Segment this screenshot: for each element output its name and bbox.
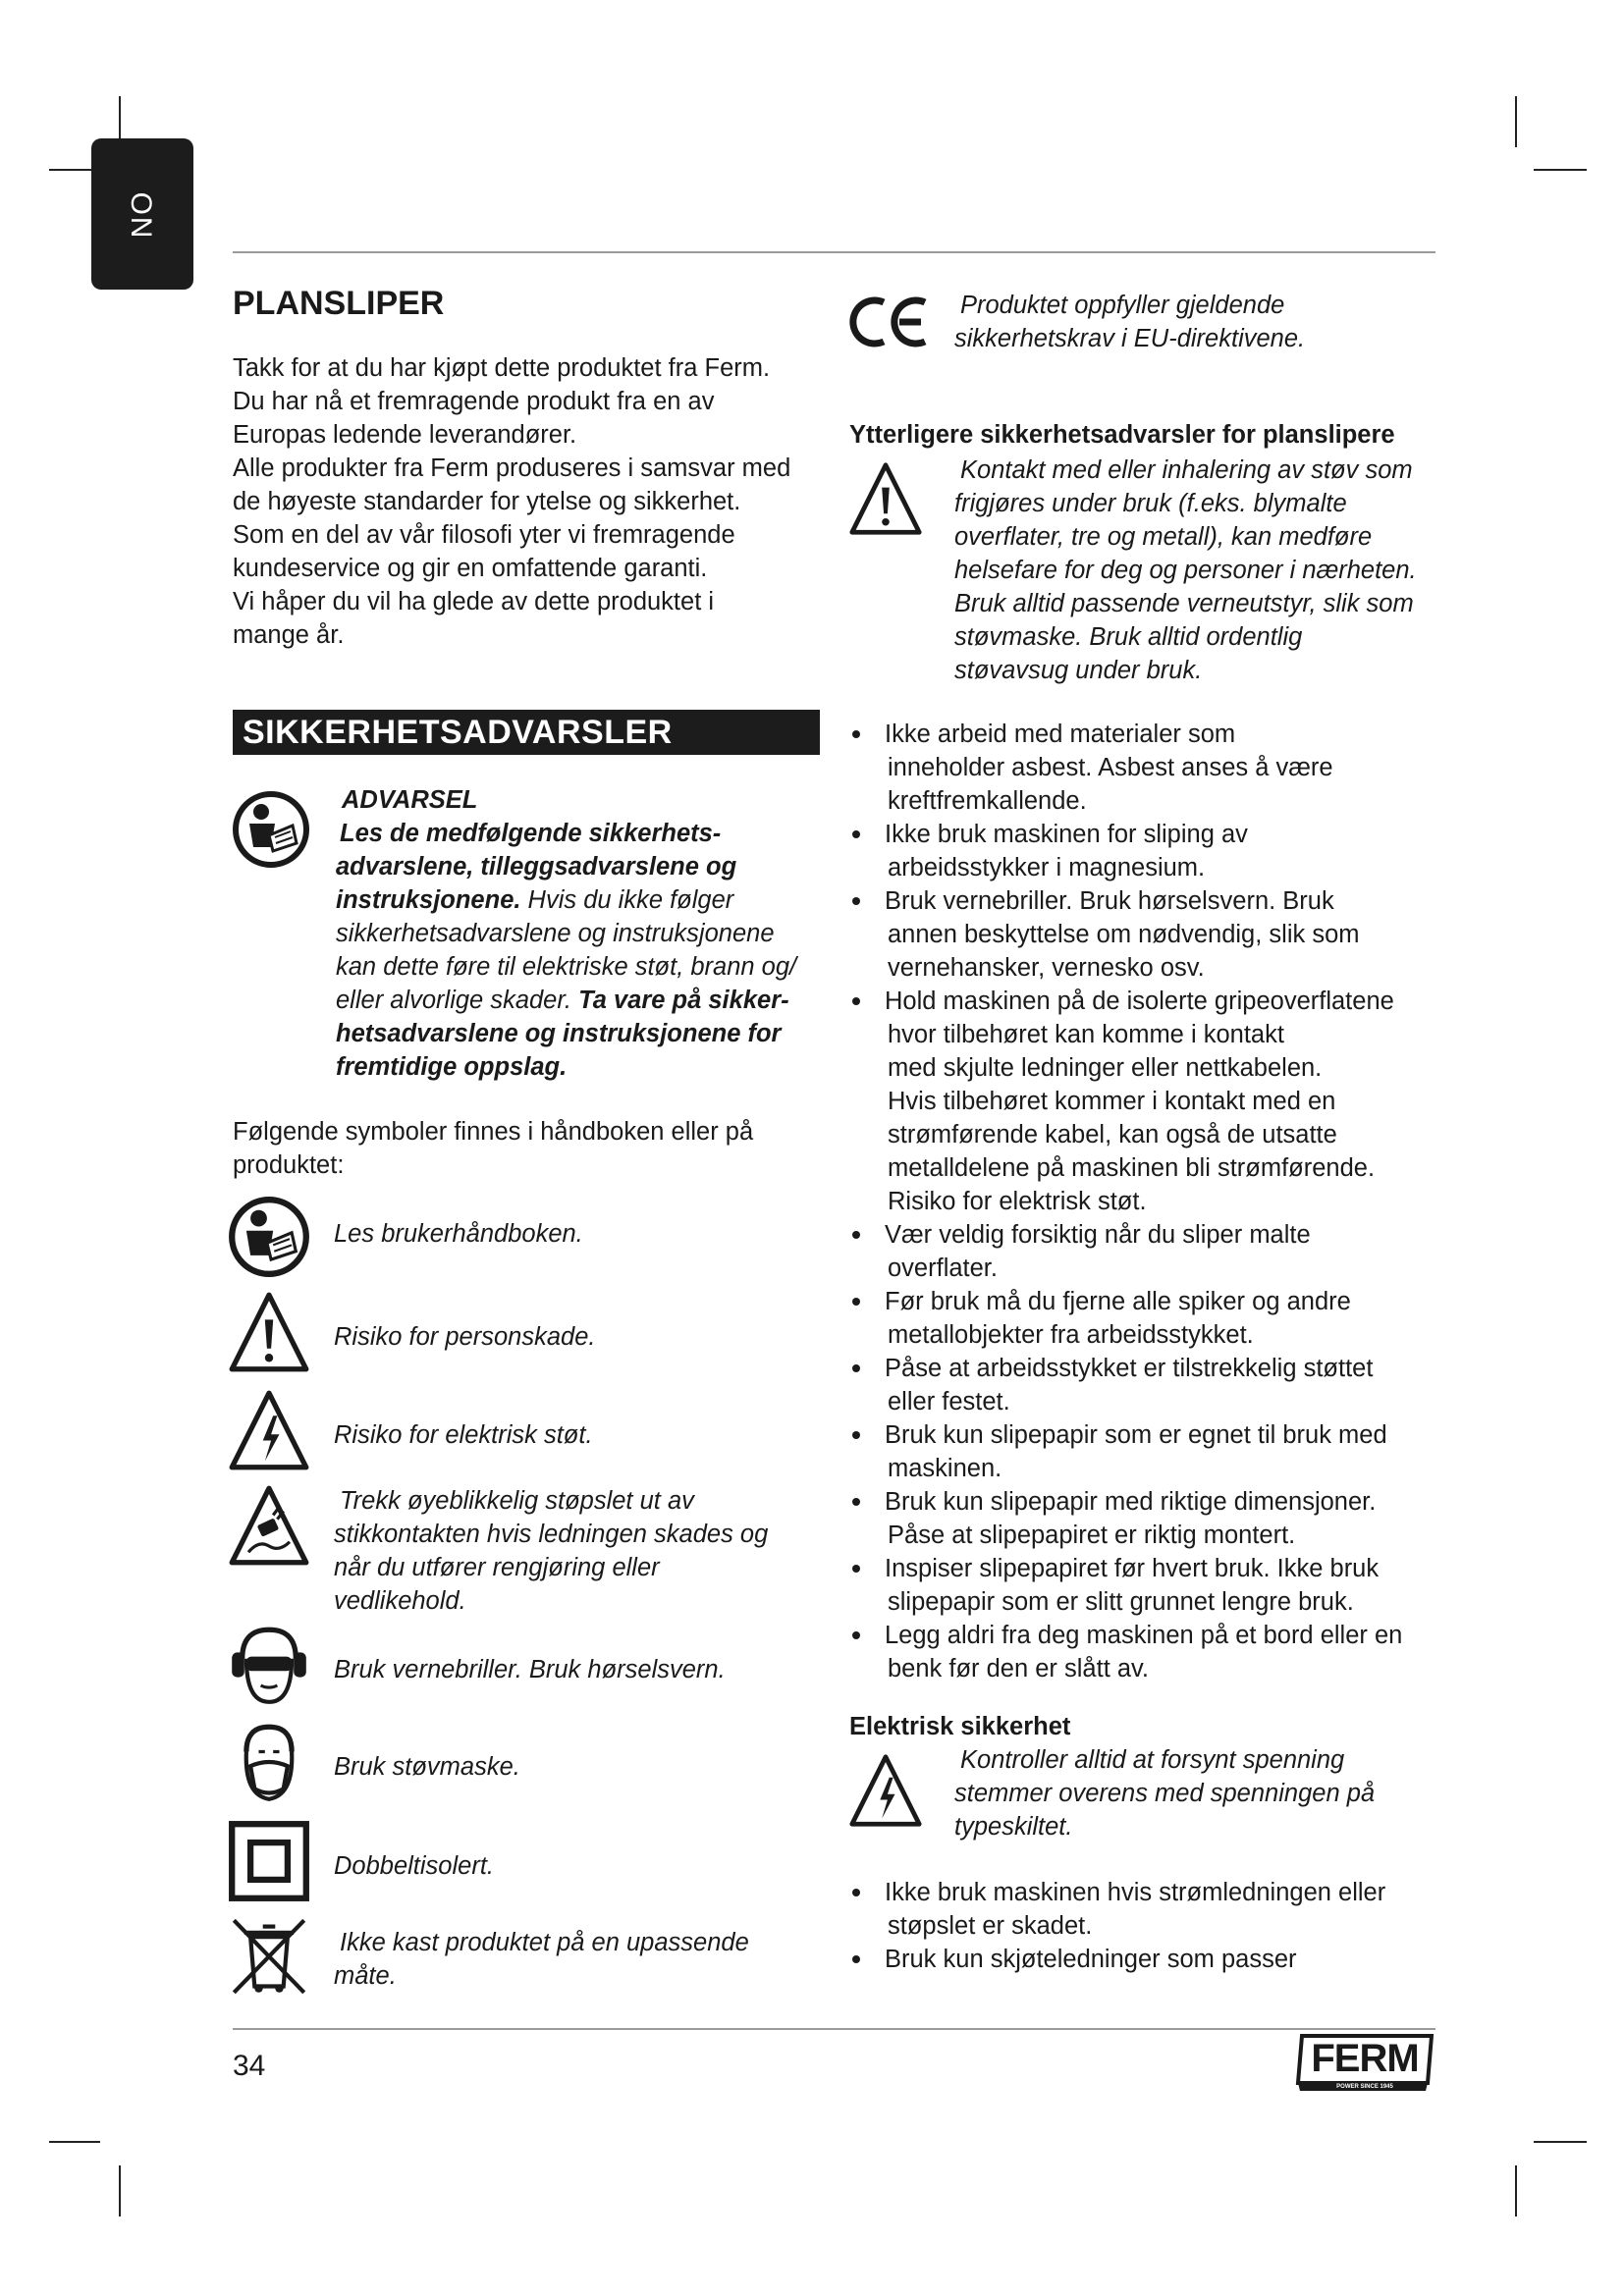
bullet-line: maskinen. — [888, 1455, 1002, 1482]
ce-mark-icon — [848, 294, 929, 349]
intro-line: Alle produkter fra Ferm produseres i samsvar med — [233, 454, 791, 482]
safety-bullet-list — [849, 718, 1440, 1685]
symbol-text: Risiko for elektrisk støt. — [334, 1421, 593, 1449]
dust-warning-line: frigjøres under bruk (f.eks. blymalte — [954, 490, 1347, 517]
dust-warning-line: støvavsug under bruk. — [954, 657, 1203, 684]
intro-text — [233, 351, 820, 652]
symbol-text-line: når du utfører rengjøring eller — [334, 1554, 660, 1581]
symbol-text-line: måte. — [334, 1962, 397, 1990]
bullet-line: Før bruk må du fjerne alle spiker og andre — [885, 1288, 1351, 1315]
ferm-logo-text: FERM — [1311, 2037, 1419, 2080]
dust-mask-icon — [228, 1721, 310, 1803]
warning-triangle-icon — [848, 461, 923, 536]
bullet-line: Legg aldri fra deg maskinen på et bord eller en — [885, 1622, 1403, 1649]
bullet-line: Bruk kun slipepapir med riktige dimensjoner. — [885, 1488, 1377, 1516]
language-code: NO — [126, 189, 158, 239]
bullet-line: hvor tilbehøret kan komme i kontakt — [888, 1021, 1284, 1048]
warning-block — [336, 783, 827, 1084]
crop-mark — [1534, 169, 1587, 171]
read-manual-icon — [228, 1196, 310, 1278]
bullet-line: slipepapir som er slitt grunnet lengre bruk. — [888, 1588, 1354, 1616]
dust-warning-line: Kontakt med eller inhalering av støv som — [960, 456, 1413, 484]
bullet-line: benk før den er slått av. — [888, 1655, 1149, 1682]
intro-line: kundeservice og gir en omfattende garanti. — [233, 555, 708, 582]
warning-text: instruksjonene. — [336, 886, 521, 914]
ferm-logo-tagline: POWER SINCE 1945 — [1336, 2084, 1393, 2090]
intro-line: Takk for at du har kjøpt dette produktet fra Ferm. — [233, 354, 771, 382]
warning-text: fremtidige oppslag. — [336, 1053, 568, 1081]
list-item — [849, 718, 1440, 818]
bullet-line: Bruk kun skjøteledninger som passer — [885, 1946, 1297, 1973]
list-item — [849, 1876, 1440, 1943]
bullet-line: Ikke bruk maskinen hvis strømledningen eller — [885, 1879, 1386, 1906]
header-rule — [233, 251, 1435, 253]
list-item — [849, 1619, 1440, 1685]
warning-text: kan dette føre til elektriske støt, brann og/ — [336, 953, 797, 981]
bullet-line: Inspiser slipepapiret før hvert bruk. Ikke bruk — [885, 1555, 1380, 1582]
intro-line: mange år. — [233, 621, 345, 649]
symbol-text: Dobbeltisolert. — [334, 1852, 494, 1880]
crop-mark — [119, 2165, 121, 2216]
bullet-line: overflater. — [888, 1255, 998, 1282]
electric-shock-icon — [848, 1753, 923, 1828]
dust-warning-line: Bruk alltid passende verneutstyr, slik som — [954, 590, 1414, 617]
electric-safety-heading: Elektrisk sikkerhet — [849, 1713, 1071, 1740]
symbol-text: Bruk vernebriller. Bruk hørselsvern. — [334, 1656, 726, 1683]
bullet-line: annen beskyttelse om nødvendig, slik som — [888, 921, 1360, 948]
electric-bullet-list — [849, 1876, 1440, 1976]
symbol-text — [334, 1518, 768, 1618]
bullet-line: Vær veldig forsiktig når du sliper malte — [885, 1221, 1311, 1249]
bullet-line: med skjulte ledninger eller nettkabelen. — [888, 1054, 1323, 1082]
warning-label: ADVARSEL — [342, 786, 478, 814]
electric-shock-icon — [228, 1389, 310, 1471]
intro-line: Du har nå et fremragende produkt fra en av — [233, 388, 715, 415]
intro-line: Vi håper du vil ha glede av dette produktet i — [233, 588, 715, 615]
ce-text-line: sikkerhetskrav i EU-direktivene. — [954, 325, 1306, 352]
ce-text-line: Produktet oppfyller gjeldende — [960, 292, 1285, 319]
symbols-intro-line: Følgende symboler finnes i håndboken eller på — [233, 1118, 754, 1146]
symbol-text: Risiko for personskade. — [334, 1323, 596, 1351]
bullet-line: Påse at arbeidsstykket er tilstrekkelig støttet — [885, 1355, 1374, 1382]
intro-line: Som en del av vår filosofi yter vi fremragende — [233, 521, 735, 549]
bullet-line: inneholder asbest. Asbest anses å være — [888, 754, 1333, 781]
ce-text — [954, 289, 1445, 355]
symbol-text: Les brukerhåndboken. — [334, 1220, 583, 1248]
symbol-text — [334, 1484, 694, 1518]
goggles-earmuffs-icon — [228, 1624, 310, 1706]
bullet-line: støpslet er skadet. — [888, 1912, 1093, 1940]
language-tab — [91, 138, 193, 290]
double-insulated-icon — [228, 1820, 310, 1902]
page-title: PLANSLIPER — [233, 285, 445, 322]
symbols-intro-line: produktet: — [233, 1151, 345, 1179]
crop-mark — [1534, 2141, 1587, 2143]
electric-warning-line: Kontroller alltid at forsynt spenning — [960, 1746, 1345, 1774]
bullet-line: Ikke arbeid med materialer som — [885, 721, 1236, 748]
symbol-text-line: Ikke kast produktet på en upassende — [340, 1929, 749, 1956]
read-manual-icon — [232, 790, 310, 869]
symbol-text-line: Trekk øyeblikkelig støpslet ut av — [340, 1487, 694, 1515]
warning-text: sikkerhetsadvarslene og instruksjonene — [336, 920, 775, 947]
crop-mark — [1515, 2165, 1517, 2216]
intro-line: Europas ledende leverandører. — [233, 421, 577, 449]
symbol-text — [334, 1926, 749, 1959]
dust-warning — [954, 454, 1445, 687]
list-item — [849, 884, 1440, 985]
electric-warning-line: stemmer overens med spenningen på — [954, 1780, 1376, 1807]
bullet-line: arbeidsstykker i magnesium. — [888, 854, 1206, 881]
warning-text: eller alvorlige skader. — [336, 987, 571, 1014]
symbol-text — [334, 1959, 397, 1993]
list-item — [849, 1943, 1440, 1976]
dust-warning-line: støvmaske. Bruk alltid ordentlig — [954, 623, 1303, 651]
intro-line: de høyeste standarder for ytelse og sikkerhet. — [233, 488, 741, 515]
electric-warning — [954, 1743, 1445, 1843]
list-item — [849, 1418, 1440, 1485]
list-item — [849, 1285, 1440, 1352]
left-column — [233, 287, 820, 320]
bullet-line: kreftfremkallende. — [888, 787, 1087, 815]
warning-triangle-icon — [228, 1291, 310, 1373]
bullet-line: Påse at slipepapiret er riktig montert. — [888, 1522, 1296, 1549]
list-item — [849, 1352, 1440, 1418]
bullet-line: vernehansker, vernesko osv. — [888, 954, 1205, 982]
bullet-line: eller festet. — [888, 1388, 1010, 1415]
list-item — [849, 818, 1440, 884]
extra-warnings-heading: Ytterligere sikkerhetsadvarsler for planslipere — [849, 421, 1395, 449]
bullet-line: Bruk vernebriller. Bruk hørselsvern. Bruk — [885, 887, 1334, 915]
page-number: 34 — [233, 2050, 266, 2082]
footer-rule — [233, 2028, 1435, 2030]
warning-text: advarslene, tilleggsadvarslene og — [336, 853, 737, 881]
bullet-line: Hvis tilbehøret kommer i kontakt med en — [888, 1088, 1336, 1115]
warning-text: Les de medfølgende sikkerhets- — [340, 820, 722, 847]
list-item — [849, 1485, 1440, 1552]
symbols-intro — [233, 1115, 820, 1182]
dust-warning-line: overflater, tre og metall), kan medføre — [954, 523, 1373, 551]
list-item — [849, 1552, 1440, 1619]
symbol-text: Bruk støvmaske. — [334, 1753, 520, 1781]
list-item — [849, 1218, 1440, 1285]
bullet-line: Ikke bruk maskinen for sliping av — [885, 821, 1248, 848]
ferm-logo — [1294, 2032, 1435, 2095]
warning-text: Ta vare på sikker- — [571, 987, 789, 1014]
crop-mark — [1515, 96, 1517, 147]
bullet-line: strømførende kabel, kan også de utsatte — [888, 1121, 1337, 1148]
electric-warning-line: typeskiltet. — [954, 1813, 1073, 1841]
bullet-line: Risiko for elektrisk støt. — [888, 1188, 1147, 1215]
section-heading: SIKKERHETSADVARSLER — [233, 710, 820, 755]
warning-text: hetsadvarslene og instruksjonene for — [336, 1020, 782, 1047]
bullet-line: metallobjekter fra arbeidsstykket. — [888, 1321, 1254, 1349]
symbol-text-line: stikkontakten hvis ledningen skades og — [334, 1521, 769, 1548]
dust-warning-line: helsefare for deg og personer i nærheten. — [954, 557, 1417, 584]
symbol-text-line: vedlikehold. — [334, 1587, 466, 1615]
crop-mark — [49, 2141, 100, 2143]
crossed-bin-icon — [228, 1914, 310, 1997]
unplug-icon — [228, 1484, 310, 1567]
warning-text: Hvis du ikke følger — [520, 886, 734, 914]
list-item — [849, 985, 1440, 1218]
bullet-line: Hold maskinen på de isolerte gripeoverflatene — [885, 988, 1394, 1015]
bullet-line: Bruk kun slipepapir som er egnet til bruk med — [885, 1421, 1387, 1449]
bullet-line: metalldelene på maskinen bli strømførende. — [888, 1154, 1376, 1182]
